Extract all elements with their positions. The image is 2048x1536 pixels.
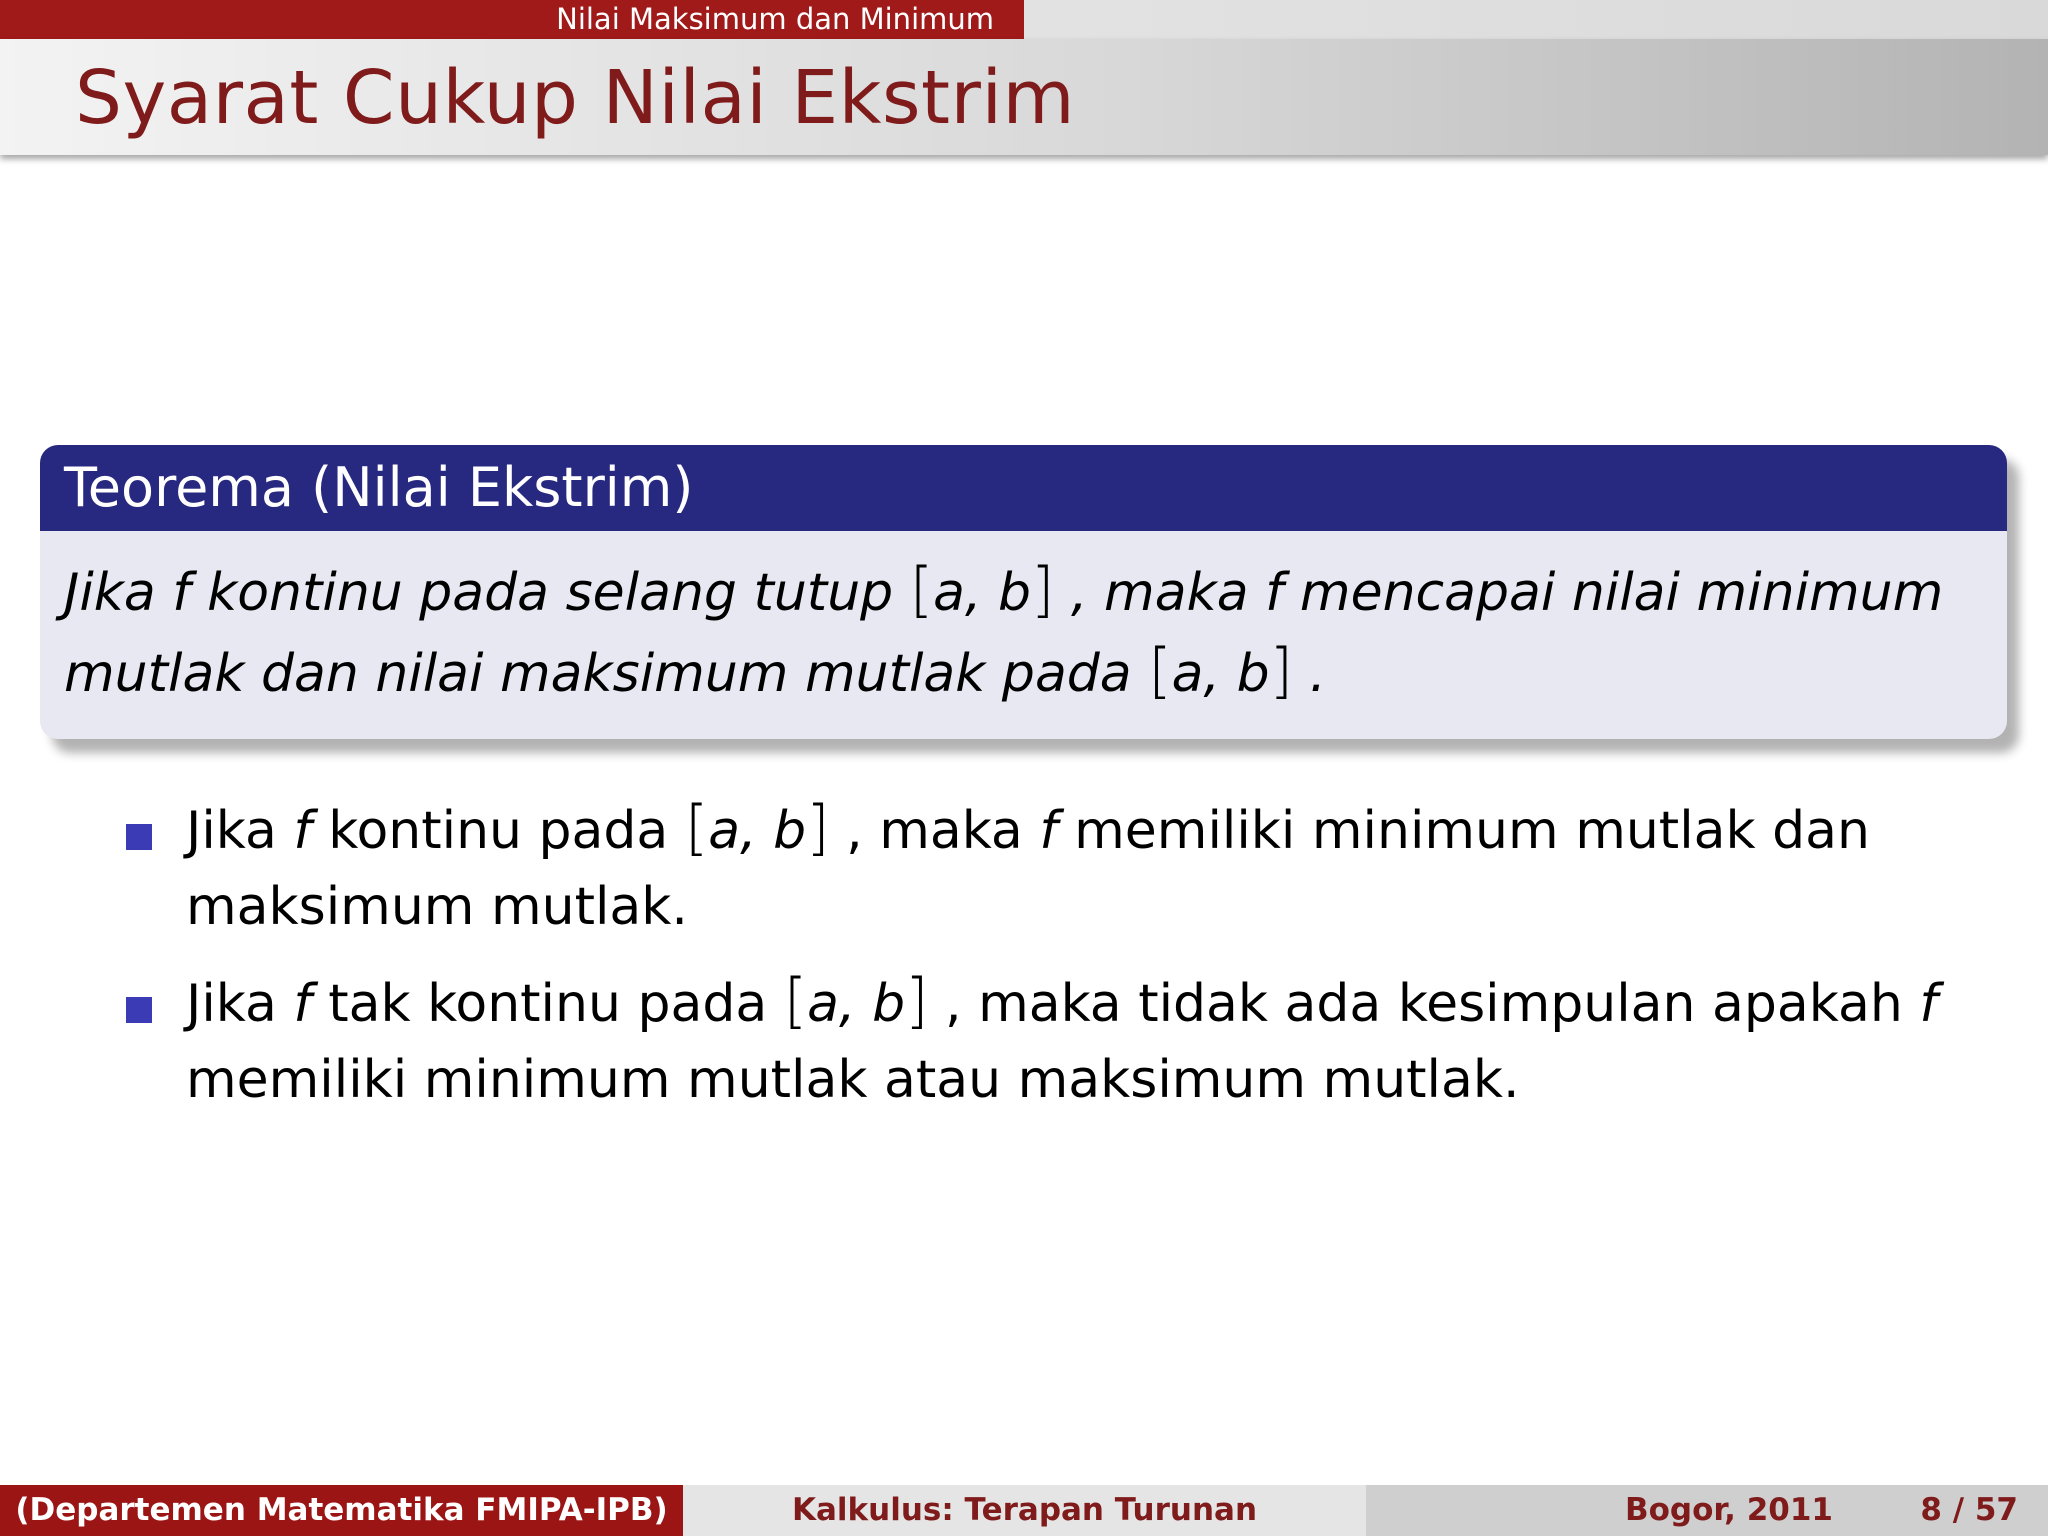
footer-course: Kalkulus: Terapan Turunan [683,1485,1366,1536]
theorem-text: . [1293,644,1327,704]
theorem-body [40,531,2007,739]
math-variable: f [1039,801,1058,861]
theorem-text: Jika f kontinu pada selang tutup [64,563,910,623]
footer-right [1366,1485,2048,1536]
math-interval: a, b [807,974,906,1034]
theorem-block [40,445,2007,739]
theorem-line-2 [64,632,1967,713]
theorem-text: mutlak dan nilai maksimum mutlak pada [64,644,1149,704]
footer [0,1485,2048,1536]
section-bar [0,0,2048,39]
theorem-text: , maka f mencapai nilai minimum [1054,563,1944,623]
math-variable: f [293,801,312,861]
list-item [126,963,1956,1118]
bracket-close: ] [806,793,830,863]
math-variable: f [1919,974,1938,1034]
bracket-close: ] [1269,636,1293,706]
bullet-text: , maka [829,801,1040,861]
theorem-interval: a, b [933,563,1032,623]
slide-title: Syarat Cukup Nilai Ekstrim [75,55,1076,141]
bullet-list [126,790,1956,1136]
footer-place-date: Bogor, 2011 [1625,1492,1833,1528]
math-interval: a, b [708,801,807,861]
bullet-text: tak kontinu pada [311,974,784,1034]
theorem-heading: Teorema (Nilai Ekstrim) [40,445,2007,531]
bracket-open: [ [1148,636,1172,706]
page-number: 8 / 57 [1920,1492,2018,1528]
bracket-close: ] [1031,555,1055,625]
bullet-text: memiliki minimum mutlak dan maksimum mutlak. [186,801,1870,937]
bracket-open: [ [783,966,808,1036]
theorem-interval: a, b [1171,644,1270,704]
bullet-text: , maka tidak ada kesimpulan apakah [928,974,1920,1034]
bracket-open: [ [684,793,709,863]
bullet-square-icon [126,824,152,850]
section-title: Nilai Maksimum dan Minimum [0,0,1024,39]
bullet-text: Jika [186,801,294,861]
bullet-square-icon [126,997,152,1023]
math-variable: f [293,974,312,1034]
bracket-open: [ [909,555,934,625]
bracket-close: ] [905,966,929,1036]
list-item [126,790,1956,945]
title-bar [0,39,2048,155]
bullet-text: Jika [186,974,294,1034]
footer-institution: (Departemen Matematika FMIPA-IPB) [0,1485,683,1536]
bullet-text: kontinu pada [311,801,685,861]
bullet-text: memiliki minimum mutlak atau maksimum mutlak. [186,1050,1520,1110]
theorem-line-1 [64,551,1967,632]
